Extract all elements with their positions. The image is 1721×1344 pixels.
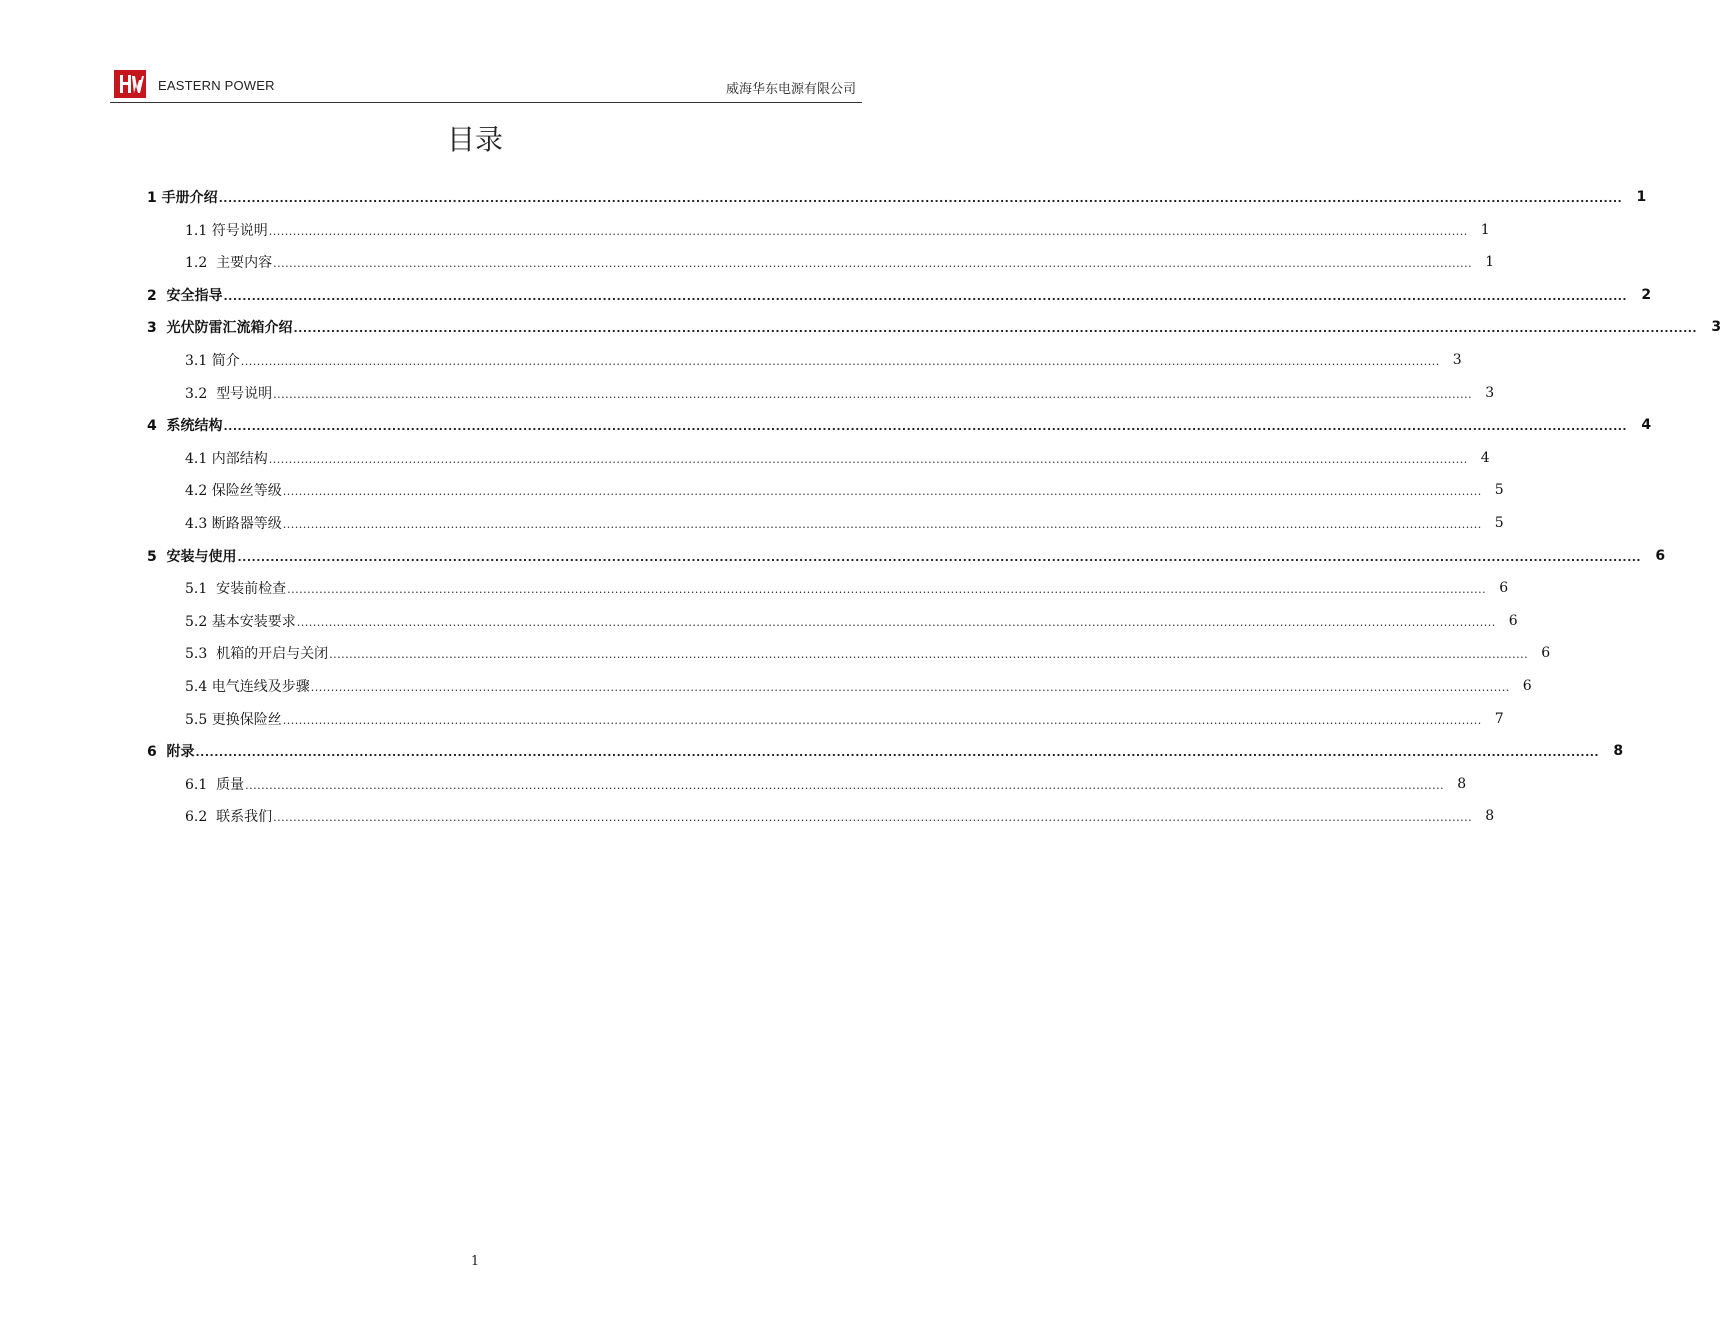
toc-leader-dots: ............................................................................................................................................................................................................................................................................................................ <box>287 583 1487 597</box>
toc-entry-label: 1.2 主要内容 <box>185 255 273 272</box>
toc-entry-page: 6 <box>1541 645 1551 662</box>
page-header <box>110 68 862 103</box>
toc-entry[interactable] <box>147 540 1666 572</box>
toc-entry-label: 2 安全指导 <box>147 287 223 304</box>
toc-entry-label: 5.2 基本安装要求 <box>185 613 296 630</box>
toc-entry[interactable] <box>185 344 1462 376</box>
toc-entry[interactable] <box>147 735 1624 767</box>
toc-entry-page: 1 <box>1485 254 1495 271</box>
brand-name: EASTERN POWER <box>158 78 275 93</box>
toc-entry-page: 3 <box>1485 384 1495 401</box>
toc-entry-page: 1 <box>1480 221 1490 238</box>
toc-leader-dots: ............................................................................................................................................................................................................................................................................................................ <box>310 681 1510 694</box>
toc-entry[interactable] <box>147 181 1647 213</box>
company-name: 威海华东电源有限公司 <box>725 82 856 97</box>
toc-entry-label: 4.3 断路器等级 <box>185 516 282 532</box>
toc-entry-label: 4.1 内部结构 <box>185 450 268 467</box>
toc-entry-label: 5.4 电气连线及步骤 <box>185 679 310 695</box>
toc-entry[interactable] <box>185 670 1532 702</box>
toc-leader-dots: ............................................................................................................................................................................................................................................................................................................ <box>282 485 1482 499</box>
toc-entry[interactable] <box>185 703 1504 735</box>
toc-entry-page: 4 <box>1641 417 1652 434</box>
toc-leader-dots: ............................................................................................................................................................................................................................................................................................................ <box>268 224 1468 238</box>
toc-leader-dots: ............................................................................................................................................................................................................................................................................................................ <box>273 811 1473 825</box>
toc-leader-dots: ............................................................................................................................................................................................................................................................................................................ <box>293 322 1698 336</box>
toc-entry-label: 4 系统结构 <box>147 418 223 435</box>
toc-leader-dots: ............................................................................................................................................................................................................................................................................................................ <box>268 452 1468 466</box>
toc-entry-label: 4.2 保险丝等级 <box>185 483 282 500</box>
toc-entry[interactable] <box>147 279 1652 311</box>
toc-entry[interactable] <box>185 605 1518 637</box>
toc-leader-dots: ............................................................................................................................................................................................................................................................................................................ <box>329 648 1529 662</box>
toc-entry[interactable] <box>185 474 1504 506</box>
toc-entry-page: 6 <box>1655 547 1666 564</box>
toc-leader-dots: ............................................................................................................................................................................................................................................................................................................ <box>296 615 1496 629</box>
toc-leader-dots: ............................................................................................................................................................................................................................................................................................................ <box>218 192 1623 205</box>
toc-entry-label: 5 安装与使用 <box>147 548 237 565</box>
toc-entry[interactable] <box>185 637 1551 669</box>
toc-entry[interactable] <box>185 214 1490 246</box>
toc-entry-page: 6 <box>1508 612 1518 629</box>
hw-logo-icon <box>114 70 146 98</box>
toc-entry[interactable] <box>185 507 1504 539</box>
toc-entry-page: 1 <box>1636 189 1647 205</box>
toc-entry-page: 2 <box>1641 286 1652 303</box>
toc-entry[interactable] <box>185 442 1490 474</box>
toc-entry[interactable] <box>185 800 1495 832</box>
toc-entry-page: 6 <box>1499 580 1509 597</box>
toc-leader-dots: ............................................................................................................................................................................................................................................................................................................ <box>240 355 1440 368</box>
toc-entry-page: 4 <box>1480 449 1490 466</box>
page-number: 1 <box>470 1254 480 1269</box>
toc-entry-label: 1 手册介绍 <box>147 190 218 206</box>
toc-leader-dots: ............................................................................................................................................................................................................................................................................................................ <box>273 387 1473 401</box>
toc-leader-dots: ............................................................................................................................................................................................................................................................................................................ <box>282 518 1482 531</box>
toc-leader-dots: ............................................................................................................................................................................................................................................................................................................ <box>223 420 1628 434</box>
toc-entry-page: 8 <box>1485 808 1495 825</box>
toc-leader-dots: ............................................................................................................................................................................................................................................................................................................ <box>273 257 1473 271</box>
page-title: 目录 <box>446 123 503 156</box>
toc-entry[interactable] <box>147 311 1721 343</box>
toc-leader-dots: ............................................................................................................................................................................................................................................................................................................ <box>245 778 1445 792</box>
toc-entry[interactable] <box>147 409 1652 441</box>
toc-entry-page: 5 <box>1494 515 1504 531</box>
toc-entry[interactable] <box>185 246 1495 278</box>
toc-entry-page: 7 <box>1494 710 1504 727</box>
toc-entry-page: 3 <box>1711 319 1721 336</box>
toc-entry[interactable] <box>185 572 1509 604</box>
toc-entry-label: 3 光伏防雷汇流箱介绍 <box>147 320 293 337</box>
toc-leader-dots: ............................................................................................................................................................................................................................................................................................................ <box>195 746 1600 760</box>
toc-leader-dots: ............................................................................................................................................................................................................................................................................................................ <box>282 713 1482 727</box>
toc-entry-page: 8 <box>1613 743 1624 760</box>
toc-entry-label: 3.1 简介 <box>185 353 240 369</box>
toc-entry-page: 8 <box>1457 775 1467 792</box>
toc-entry-label: 6 附录 <box>147 744 195 761</box>
toc-leader-dots: ............................................................................................................................................................................................................................................................................................................ <box>223 289 1628 303</box>
toc-entry-page: 5 <box>1494 482 1504 499</box>
toc-entry-label: 3.2 型号说明 <box>185 385 273 402</box>
toc-entry-label: 5.1 安装前检查 <box>185 581 287 598</box>
toc-entry-label: 5.3 机箱的开启与关闭 <box>185 646 329 663</box>
toc-entry-label: 6.2 联系我们 <box>185 809 273 826</box>
toc-entry[interactable] <box>185 768 1467 800</box>
toc-leader-dots: ............................................................................................................................................................................................................................................................................................................ <box>237 550 1642 564</box>
toc-entry-label: 1.1 符号说明 <box>185 222 268 239</box>
toc-entry[interactable] <box>185 377 1495 409</box>
toc-entry-label: 6.1 质量 <box>185 776 245 793</box>
toc-entry-page: 3 <box>1452 352 1462 368</box>
toc-entry-label: 5.5 更换保险丝 <box>185 711 282 728</box>
toc-entry-page: 6 <box>1522 678 1532 694</box>
